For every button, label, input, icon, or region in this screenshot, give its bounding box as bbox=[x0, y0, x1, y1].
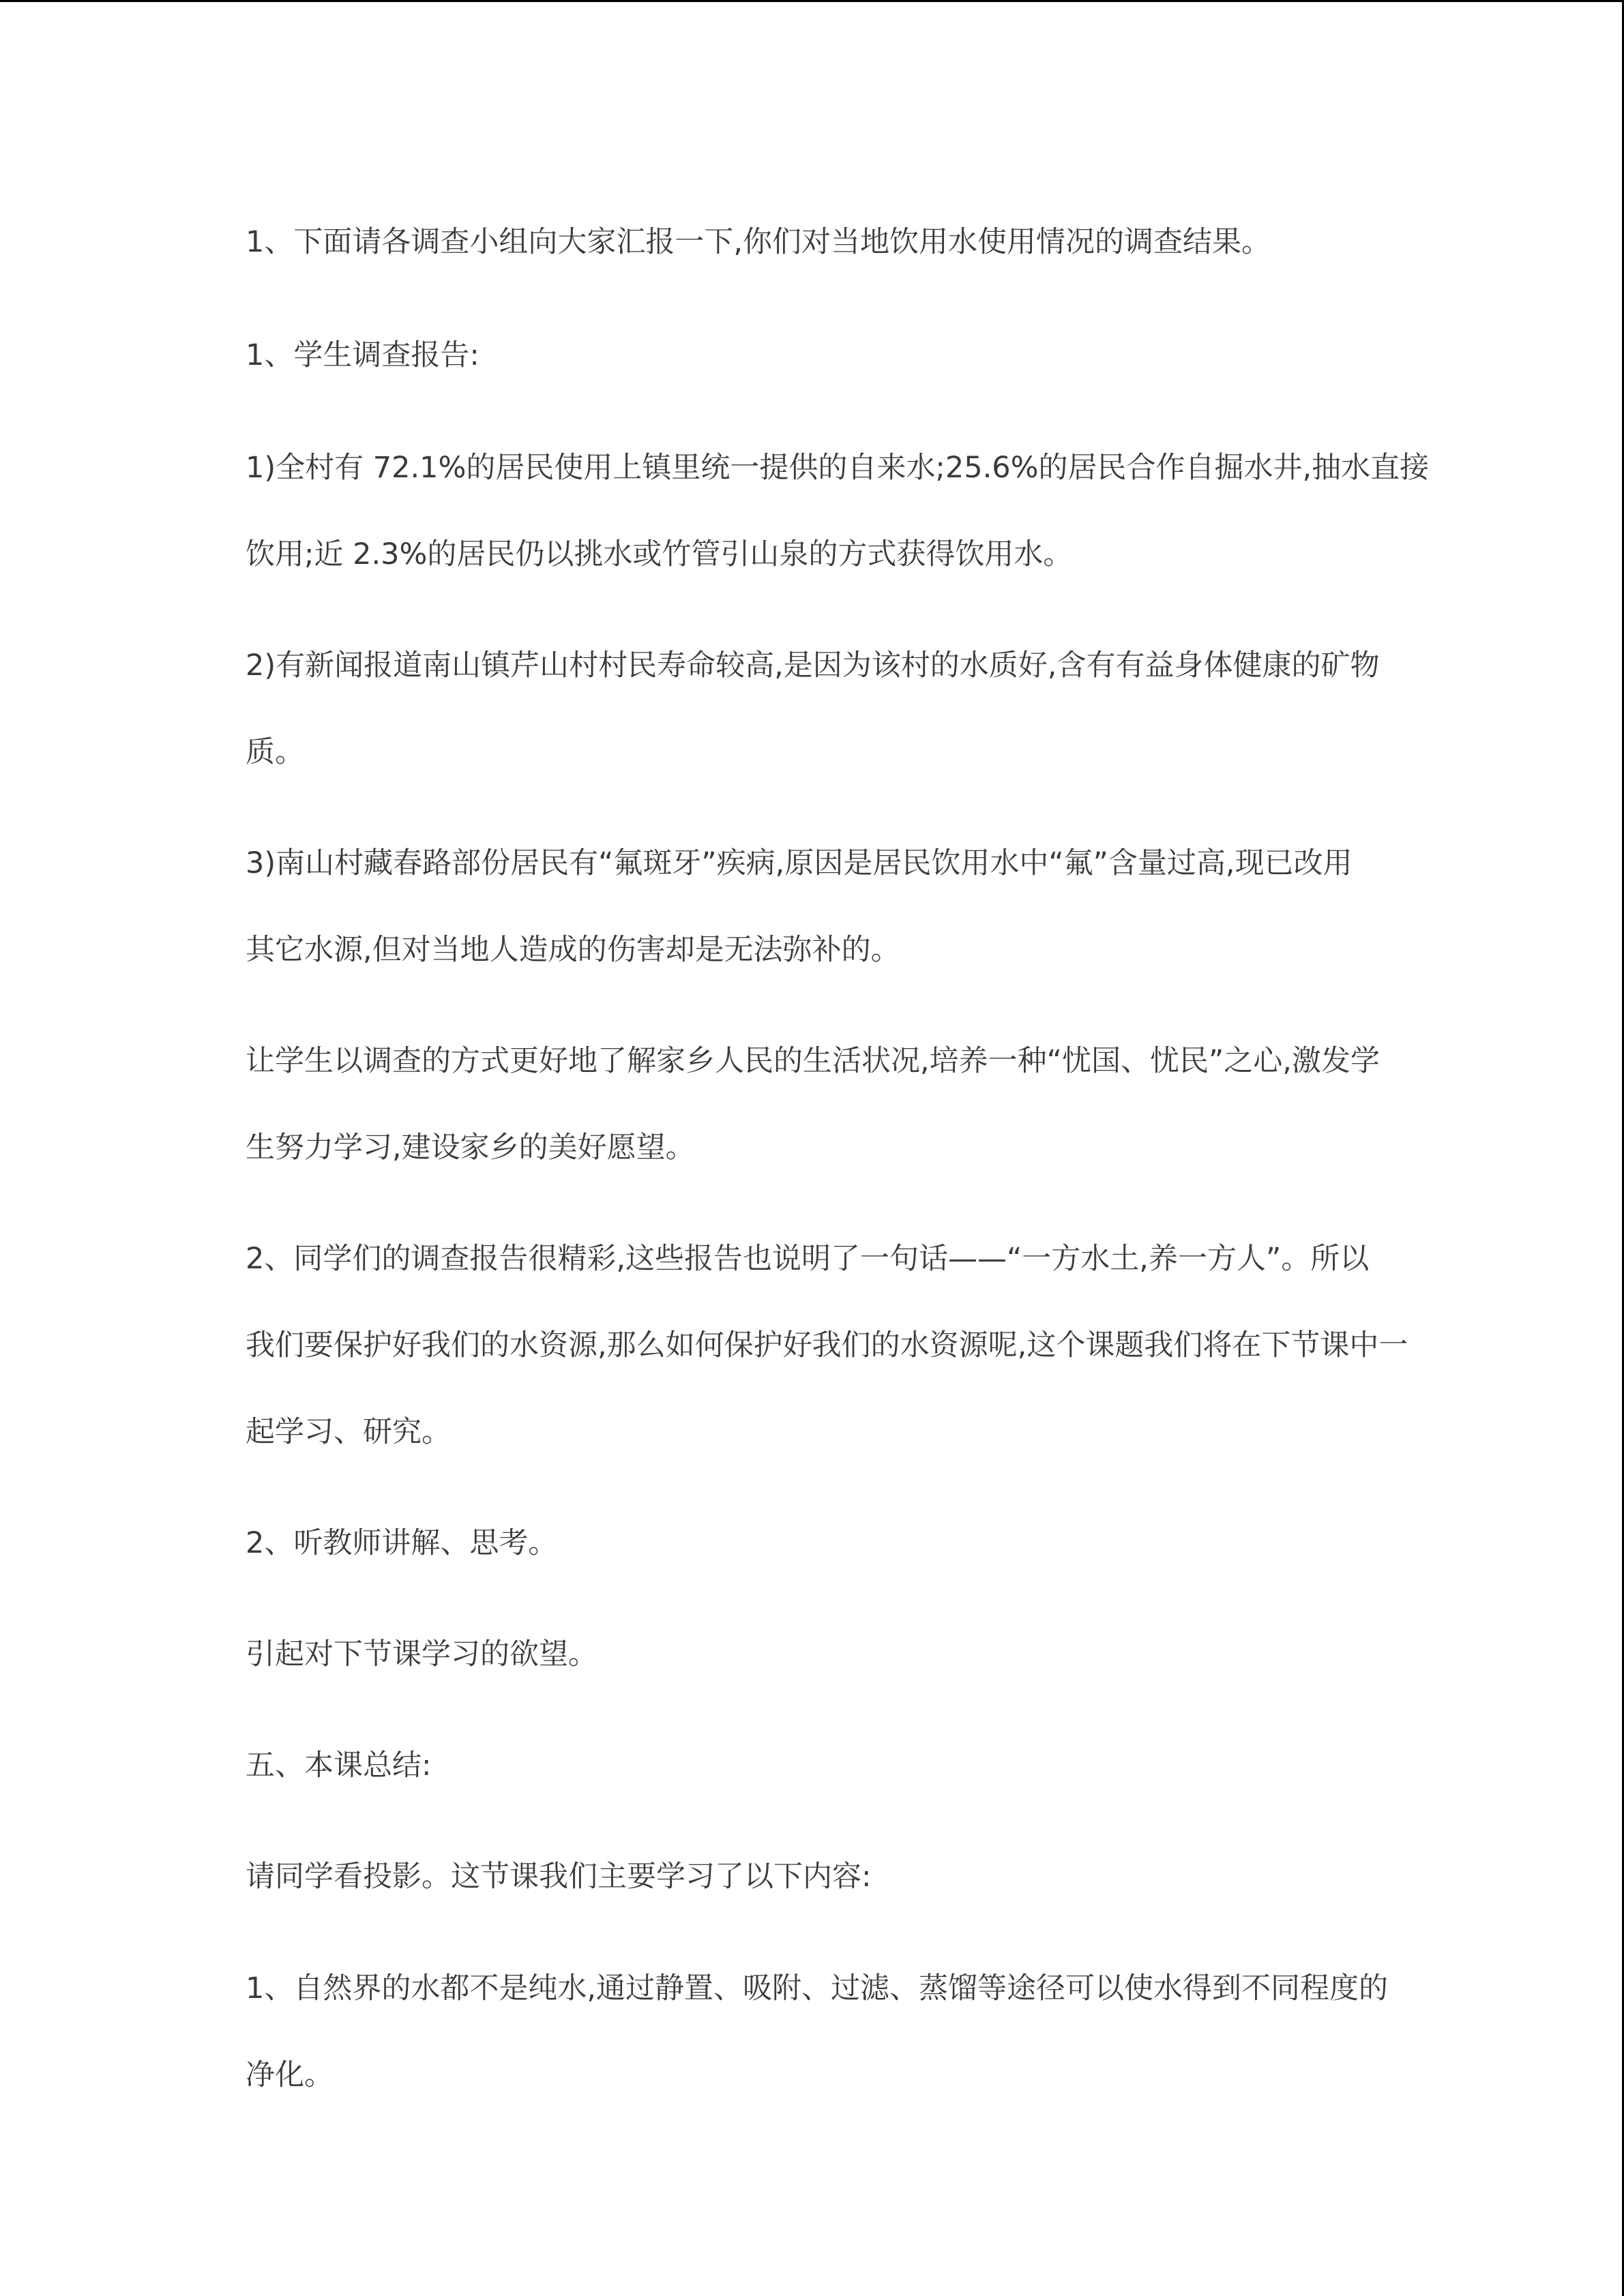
text-line: 1、学生调查报告: bbox=[246, 338, 479, 372]
text-line: 质。 bbox=[246, 735, 304, 769]
text-line: 净化。 bbox=[246, 2058, 334, 2092]
text-line: 请同学看投影。这节课我们主要学习了以下内容: bbox=[246, 1860, 872, 1894]
text-line: 生努力学习,建设家乡的美好愿望。 bbox=[246, 1131, 695, 1165]
text-line: 饮用;近 2.3%的居民仍以挑水或竹管引山泉的方式获得饮用水。 bbox=[246, 537, 1073, 571]
text-line: 3)南山村藏春路部份居民有“氟斑牙”疾病,原因是居民饮用水中“氟”含量过高,现已改用 bbox=[246, 846, 1353, 880]
text-line: 2)有新闻报道南山镇芹山村村民寿命较高,是因为该村的水质好,含有有益身体健康的矿物 bbox=[246, 648, 1380, 683]
text-line: 1)全村有 72.1%的居民使用上镇里统一提供的自来水;25.6%的居民合作自掘水井,抽水直接 bbox=[246, 451, 1430, 485]
text-line: 我们要保护好我们的水资源,那么如何保护好我们的水资源呢,这个课题我们将在下节课中一 bbox=[246, 1328, 1408, 1362]
text-line: 1、下面请各调查小组向大家汇报一下,你们对当地饮用水使用情况的调查结果。 bbox=[246, 225, 1271, 259]
text-line: 其它水源,但对当地人造成的伤害却是无法弥补的。 bbox=[246, 933, 900, 967]
text-line: 让学生以调查的方式更好地了解家乡人民的生活状况,培养一种“忧国、忧民”之心,激发学 bbox=[246, 1044, 1380, 1078]
text-line: 引起对下节课学习的欲望。 bbox=[246, 1637, 597, 1671]
text-line: 起学习、研究。 bbox=[246, 1415, 451, 1449]
text-line: 1、自然界的水都不是纯水,通过静置、吸附、过滤、蒸馏等途径可以使水得到不同程度的 bbox=[246, 1971, 1389, 2006]
text-line: 2、听教师讲解、思考。 bbox=[246, 1526, 558, 1560]
text-line: 2、同学们的调查报告很精彩,这些报告也说明了一句话——“一方水土,养一方人”。所以 bbox=[246, 1242, 1370, 1276]
text-line: 五、本课总结: bbox=[246, 1748, 432, 1783]
